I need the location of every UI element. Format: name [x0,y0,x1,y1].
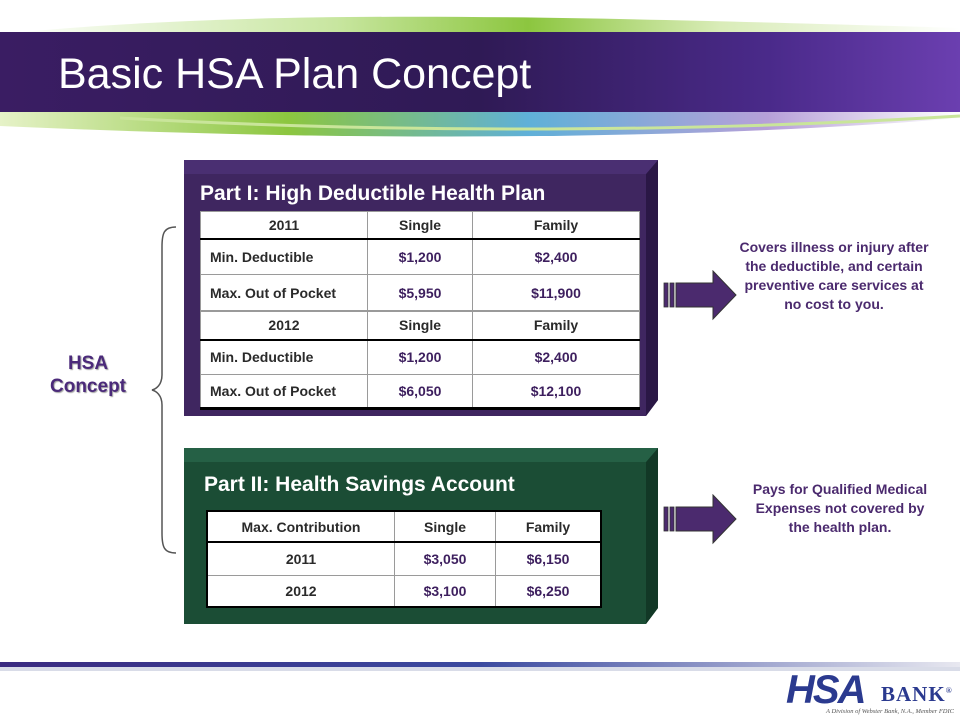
table-row [201,340,640,375]
cell-single: $5,950 [368,275,473,311]
cell-family: $2,400 [473,340,640,375]
table-header-family: Family [496,511,602,542]
row-label: Max. Out of Pocket [201,375,368,409]
cell-family: $11,900 [473,275,640,311]
part2-note: Pays for Qualified Medical Expenses not covered by the health plan. [752,481,928,535]
part2-box [184,448,658,624]
logo-hsa-text: HSA [786,668,865,712]
brace-icon [150,225,180,555]
table-row [201,239,640,275]
cell-single: $1,200 [368,340,473,375]
table-row [207,542,601,575]
table-header-max-contribution: Max. Contribution [207,511,395,542]
logo-bank-text: BANK® [881,682,953,706]
table-row [201,275,640,311]
hdhp-table-2012 [200,311,640,410]
cell-single: $6,050 [368,375,473,409]
cell-single: $1,200 [368,239,473,275]
part2-title: Part II: Health Savings Account [204,473,515,496]
row-label: Min. Deductible [201,340,368,375]
part1-note: Covers illness or injury after the deductible, and certain preventive care services at no cost to you. [739,239,929,312]
slide-title: Basic HSA Plan Concept [58,50,532,98]
cell-family: $6,150 [496,542,602,575]
hsa-bank-logo [786,668,956,718]
cell-single: $3,100 [395,575,496,607]
table-row [207,575,601,607]
row-label: Min. Deductible [201,239,368,275]
part1-title: Part I: High Deductible Health Plan [200,182,546,205]
hsa-concept-line2: Concept [50,376,126,397]
table-header-family: Family [473,312,640,340]
part1-box [184,160,658,416]
cell-family: $2,400 [473,239,640,275]
hsa-concept-line1: HSA [67,353,109,374]
cell-single: $3,050 [395,542,496,575]
table-header-single: Single [368,312,473,340]
hsa-contribution-table [206,510,602,608]
arrow-right-icon [663,270,737,322]
table-header-single: Single [368,212,473,239]
cell-family: $12,100 [473,375,640,409]
hdhp-table-2011 [200,211,640,311]
table-header-family: Family [473,212,640,239]
row-label: Max. Out of Pocket [201,275,368,311]
logo-subtitle: A Division of Webster Bank, N.A., Member FDIC [826,708,954,715]
table-row [201,375,640,409]
table-header-year: 2012 [201,312,368,340]
table-header-single: Single [395,511,496,542]
row-year: 2012 [207,575,395,607]
arrow-right-icon [663,494,737,546]
cell-family: $6,250 [496,575,602,607]
table-header-year: 2011 [201,212,368,239]
hsa-concept-label [40,352,136,398]
row-year: 2011 [207,542,395,575]
